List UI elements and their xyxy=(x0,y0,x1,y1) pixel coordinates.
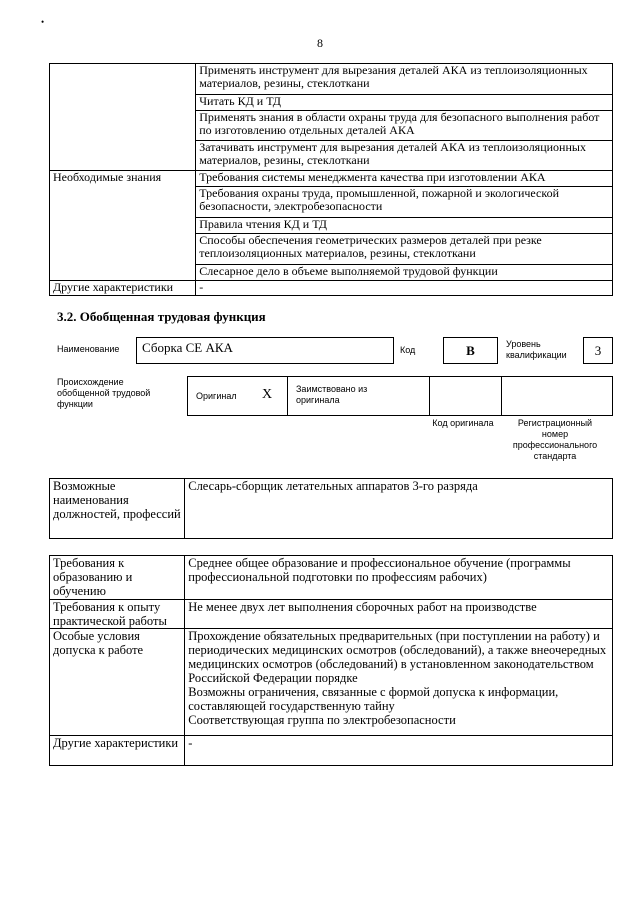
reg-number-label: Регистрационный номер профессионального стандарта xyxy=(512,418,598,461)
admission-label: Особые условия допуска к работе xyxy=(50,629,185,736)
admission-line: Соответствующая группа по электробезопасности xyxy=(188,713,456,727)
level-value-box xyxy=(583,337,613,364)
skill-item: Применять знания в области охраны труда для безопасного выполнения работ по изготовлению отдельных деталей АКА xyxy=(196,111,613,141)
row-label-other: Другие характеристики xyxy=(50,281,196,296)
knowledge-item: Способы обеспечения геометрических размеров деталей при резке теплоизоляционных материалов, резины, стеклоткани xyxy=(196,234,613,265)
skills-knowledge-table xyxy=(49,63,613,296)
skill-item: Применять инструмент для вырезания деталей АКА из теплоизоляционных материалов, резины, стеклоткани xyxy=(196,64,613,95)
level-label: Уровень квалификации xyxy=(506,339,567,360)
admission-value xyxy=(185,629,613,736)
origin-divider xyxy=(501,377,502,415)
origin-label: Происхождение обобщенной трудовой функции xyxy=(57,377,151,409)
level-value: 3 xyxy=(594,343,602,358)
row-label-knowledge: Необходимые знания xyxy=(50,171,196,281)
scan-speck: • xyxy=(41,17,45,27)
section-title: 3.2. Обобщенная трудовая функция xyxy=(57,309,266,324)
original-mark: Х xyxy=(262,387,273,402)
origin-box xyxy=(187,376,613,416)
borrowed-label: Заимствовано из оригинала xyxy=(296,384,368,405)
knowledge-item: Правила чтения КД и ТД xyxy=(196,218,613,234)
code-label: Код xyxy=(400,345,416,355)
code-value: В xyxy=(466,343,475,358)
experience-label: Требования к опыту практической работы xyxy=(50,600,185,629)
knowledge-item: Слесарное дело в объеме выполняемой трудовой функции xyxy=(196,265,613,281)
name-value-box xyxy=(136,337,394,364)
knowledge-item: Требования охраны труда, промышленной, пожарной и экологической безопасности, электробезопасности xyxy=(196,187,613,218)
name-label: Наименование xyxy=(57,344,120,354)
origin-divider xyxy=(287,377,288,415)
code-value-box xyxy=(443,337,498,364)
row-label-empty xyxy=(50,64,196,171)
original-label: Оригинал xyxy=(196,391,237,401)
origin-divider xyxy=(429,377,430,415)
admission-line: Прохождение обязательных предварительных (при поступлении на работу) и периодических медицинских осмотров (обследований), а также внеочередных медицинских осмотров (обследований) в установленном законодательством Российской Федерации порядке xyxy=(188,629,607,685)
education-label: Требования к образованию и обучению xyxy=(50,556,185,600)
other-value: - xyxy=(196,281,613,296)
skill-item: Читать КД и ТД xyxy=(196,95,613,111)
education-value: Среднее общее образование и профессиональное обучение (программы профессиональной подготовки по профессиям рабочих) xyxy=(185,556,613,600)
knowledge-item: Требования системы менеджмента качества при изготовлении АКА xyxy=(196,171,613,187)
page-number: 8 xyxy=(317,36,323,50)
code-original-label: Код оригинала xyxy=(432,418,494,428)
skill-item: Затачивать инструмент для вырезания деталей АКА из теплоизоляционных материалов, резины, стеклоткани xyxy=(196,141,613,171)
positions-table xyxy=(49,478,613,539)
experience-value: Не менее двух лет выполнения сборочных работ на производстве xyxy=(185,600,613,629)
positions-label: Возможные наименования должностей, профессий xyxy=(50,479,185,539)
admission-line: Возможны ограничения, связанные с формой допуска к информации, составляющей государственную тайну xyxy=(188,685,559,713)
name-value: Сборка СЕ АКА xyxy=(142,340,233,355)
other-characteristics-value: - xyxy=(185,736,613,766)
positions-value: Слесарь-сборщик летательных аппаратов 3-го разряда xyxy=(185,479,613,539)
requirements-table xyxy=(49,555,613,766)
other-characteristics-label: Другие характеристики xyxy=(50,736,185,766)
